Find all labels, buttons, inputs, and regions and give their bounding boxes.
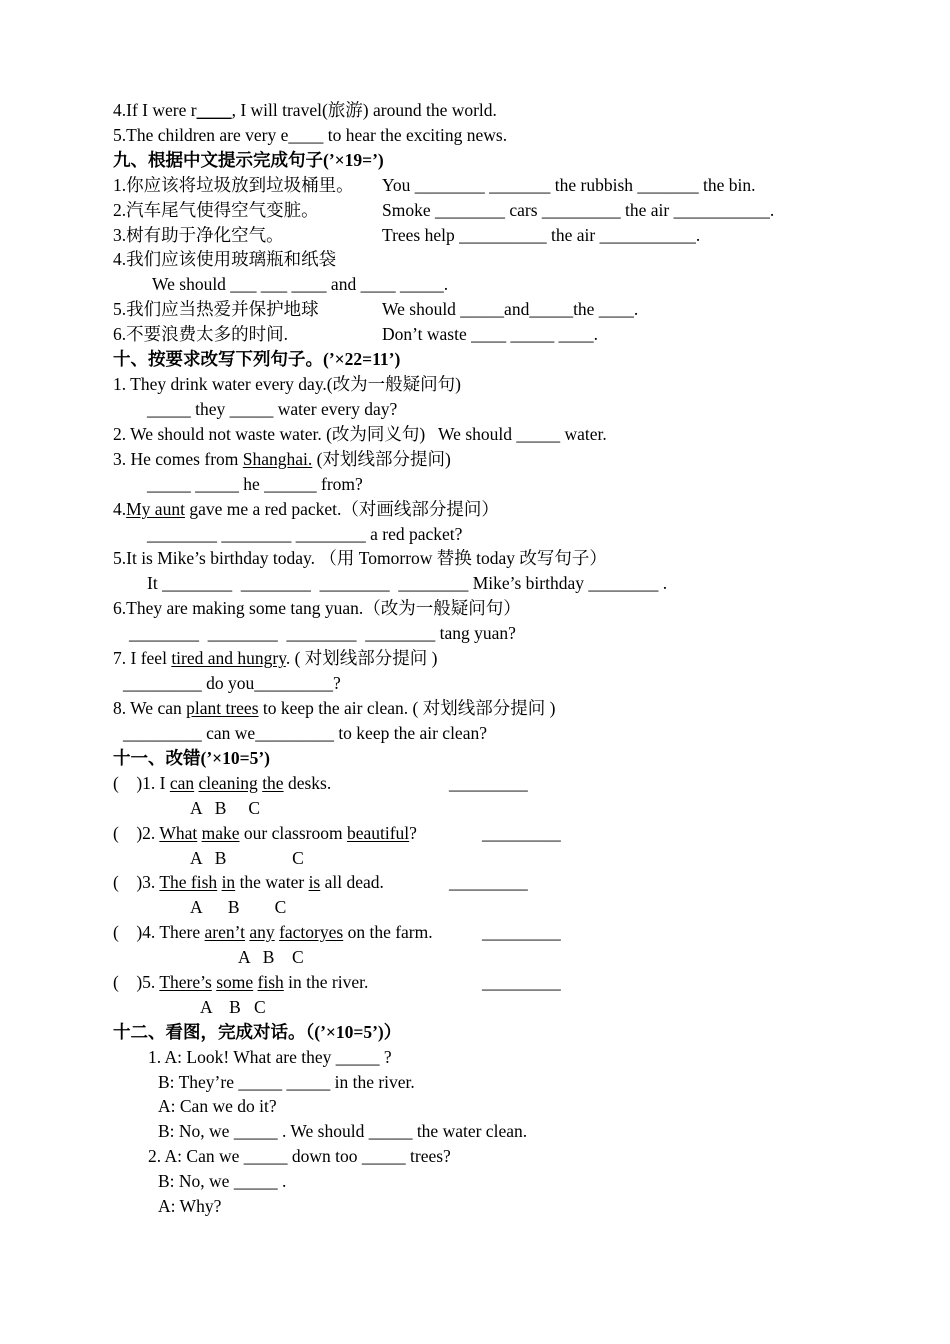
item-number: 2. — [142, 823, 160, 843]
english-sentence: You ________ _______ the rubbish _______ the bin. — [382, 175, 756, 195]
text: There — [159, 922, 205, 942]
section-heading: 九、根据中文提示完成句子(’×19=’) — [113, 150, 384, 170]
chinese-prompt: 6.不要浪费太多的时间. — [113, 324, 288, 344]
section-heading: 十一、改错(’×10=5’) — [113, 748, 271, 768]
underlined-text: tired and hungry — [171, 648, 286, 668]
text: our classroom — [239, 823, 347, 843]
text: , I will travel(旅游) around the world. — [231, 100, 497, 120]
english-sentence: We should _____and_____the ____. — [382, 299, 639, 319]
error-item — [113, 921, 433, 943]
underlined-text: plant trees — [186, 698, 259, 718]
answer-line: ________ ________ ________ a red packet? — [147, 524, 463, 544]
english-sentence: Smoke ________ cars _________ the air ___________. — [382, 200, 775, 220]
item-number: 1. — [142, 773, 160, 793]
item-number: 4. — [142, 922, 160, 942]
answer-parentheses: ( ) — [113, 922, 143, 942]
answer-parentheses: ( ) — [113, 872, 143, 892]
text: 4.If I were r — [113, 100, 197, 120]
question — [113, 647, 438, 669]
english-sentence: Don’t waste ____ _____ ____. — [382, 324, 598, 344]
english-sentence: Trees help __________ the air ___________. — [382, 225, 701, 245]
dialogue-line: B: They’re _____ _____ in the river. — [158, 1072, 415, 1092]
text: ? — [409, 823, 417, 843]
item-number: 3. — [142, 872, 160, 892]
underlined-text: can — [169, 773, 195, 793]
underlined-text: aren’t — [204, 922, 246, 942]
question: 5.It is Mike’s birthday today. （用 Tomorrow 替换 today 改写句子） — [113, 548, 607, 568]
error-item — [113, 871, 384, 893]
underlined-text: is — [308, 872, 321, 892]
answer-parentheses: ( ) — [113, 773, 143, 793]
option-letters: A B C — [190, 897, 287, 917]
underlined-text: My aunt — [126, 499, 185, 519]
question — [113, 448, 451, 470]
underlined-text: factoryes — [279, 922, 344, 942]
underlined-text: fish — [257, 972, 284, 992]
option-letters: A B C — [190, 848, 304, 868]
exercise-line — [113, 99, 497, 121]
error-item — [113, 971, 368, 993]
correction-blank: _________ — [482, 823, 561, 843]
text: gave me a red packet.（对画线部分提问） — [184, 499, 499, 519]
text: desks. — [283, 773, 332, 793]
underlined-text: cleaning — [198, 773, 258, 793]
underlined-text: There’s — [159, 972, 212, 992]
answer-line: _________ do you_________? — [123, 673, 341, 693]
question: 2. We should not waste water. (改为同义句) We should _____ water. — [113, 424, 607, 444]
chinese-prompt: 2.汽车尾气使得空气变脏。 — [113, 200, 319, 220]
correction-blank: _________ — [449, 773, 528, 793]
answer-line: _____ _____ he ______ from? — [147, 474, 363, 494]
text: 8. We can — [113, 698, 187, 718]
text: on the farm. — [343, 922, 433, 942]
text: the water — [235, 872, 309, 892]
dialogue-line: B: No, we _____ . — [158, 1171, 287, 1191]
answer-parentheses: ( ) — [113, 972, 143, 992]
blank: ____ — [196, 100, 232, 120]
text: 4. — [113, 499, 127, 519]
underlined-text: What — [159, 823, 198, 843]
underlined-text: Shanghai. — [242, 449, 313, 469]
answer-parentheses: ( ) — [113, 823, 143, 843]
underlined-text: some — [216, 972, 254, 992]
text: . ( 对划线部分提问 ) — [285, 648, 438, 668]
text: (对划线部分提问) — [312, 449, 451, 469]
text: to keep the air clean. ( 对划线部分提问 ) — [258, 698, 556, 718]
underlined-text: the — [262, 773, 284, 793]
underlined-text: The fish — [159, 872, 218, 892]
underlined-text: any — [249, 922, 275, 942]
option-letters: A B C — [238, 947, 304, 967]
exercise-line: 5.The children are very e____ to hear the exciting news. — [113, 125, 508, 145]
option-letters: A B C — [200, 997, 266, 1017]
text: 7. I feel — [113, 648, 172, 668]
chinese-prompt: 1.你应该将垃圾放到垃圾桶里。 — [113, 175, 354, 195]
underlined-text: in — [221, 872, 236, 892]
dialogue-line: A: Can we do it? — [158, 1096, 277, 1116]
text: I — [159, 773, 170, 793]
text: in the river. — [283, 972, 369, 992]
item-number: 5. — [142, 972, 160, 992]
chinese-prompt: 3.树有助于净化空气。 — [113, 225, 284, 245]
correction-blank: _________ — [449, 872, 528, 892]
correction-blank: _________ — [482, 922, 561, 942]
question — [113, 498, 499, 520]
answer-line: _________ can we_________ to keep the air clean? — [123, 723, 487, 743]
question — [113, 697, 555, 719]
error-item — [113, 772, 331, 794]
answer-line: It ________ ________ ________ ________ Mike’s birthday ________ . — [147, 573, 668, 593]
dialogue-line: 2. A: Can we _____ down too _____ trees? — [148, 1146, 451, 1166]
option-letters: A B C — [190, 798, 261, 818]
chinese-prompt: 5.我们应当热爱并保护地球 — [113, 299, 319, 319]
question: 6.They are making some tang yuan.（改为一般疑问句） — [113, 598, 521, 618]
answer-line: ________ ________ ________ ________ tang yuan? — [129, 623, 516, 643]
dialogue-line: 1. A: Look! What are they _____ ? — [148, 1047, 392, 1067]
question: 1. They drink water every day.(改为一般疑问句) — [113, 374, 461, 394]
text: 3. He comes from — [113, 449, 243, 469]
dialogue-line: A: Why? — [158, 1196, 222, 1216]
text: all dead. — [320, 872, 384, 892]
error-item — [113, 822, 417, 844]
correction-blank: _________ — [482, 972, 561, 992]
chinese-prompt: 4.我们应该使用玻璃瓶和纸袋 — [113, 249, 337, 269]
answer-line: _____ they _____ water every day? — [147, 399, 398, 419]
underlined-text: beautiful — [346, 823, 410, 843]
dialogue-line: B: No, we _____ . We should _____ the water clean. — [158, 1121, 528, 1141]
english-sentence: We should ___ ___ ____ and ____ _____. — [152, 274, 449, 294]
section-heading: 十二、看图，完成对话。（(’×10=5’)） — [113, 1022, 402, 1042]
underlined-text: make — [201, 823, 240, 843]
section-heading: 十、按要求改写下列句子。(’×22=11’) — [113, 349, 401, 369]
